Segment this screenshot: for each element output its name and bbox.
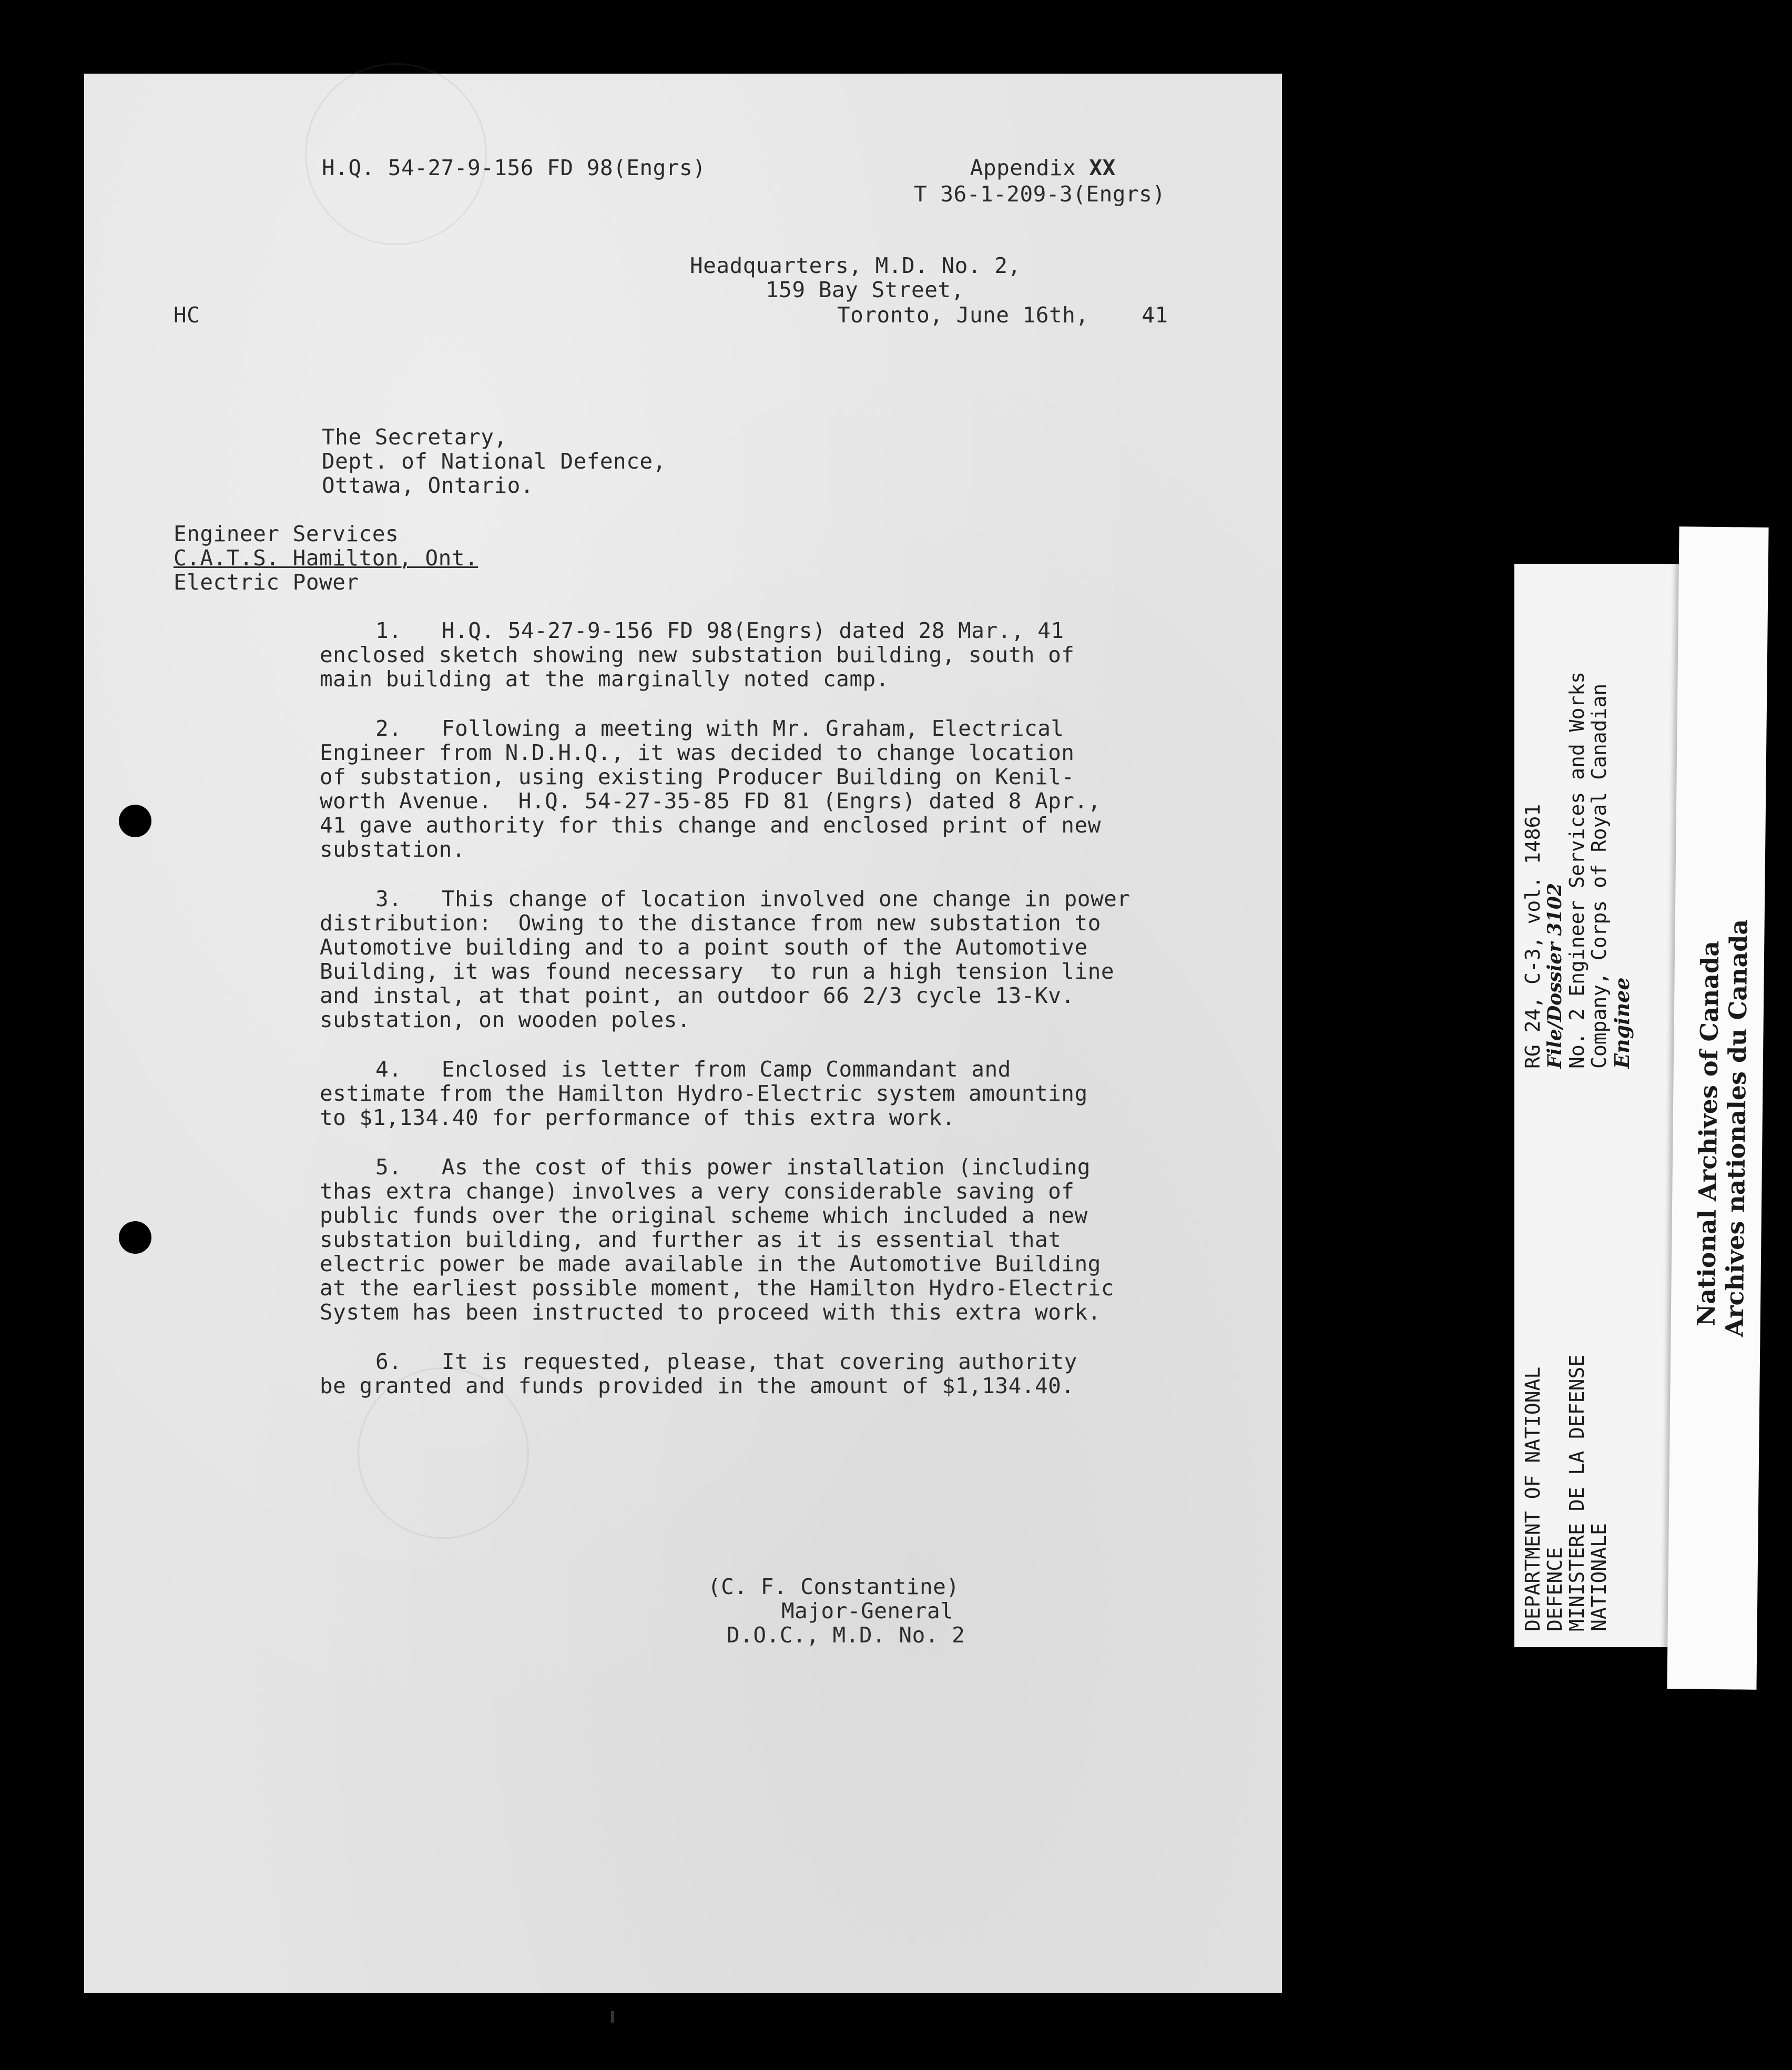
faded-stamp [305,63,487,245]
paragraph-5-line: substation building, and further as it is essential that [320,1227,1062,1252]
paragraph-5-line: public funds over the original scheme which included a new [320,1203,1088,1228]
department-line: DEFENCE [1543,1547,1566,1631]
sender-line: 159 Bay Street, [766,277,964,302]
paragraph-2-line: 2. Following a meeting with Mr. Graham, Electrical [375,716,1064,741]
paragraph-2-line: Engineer from N.D.H.Q., it was decided to change location [320,740,1075,765]
paragraph-2-line: substation. [320,837,466,862]
paragraph-4-line: estimate from the Hamilton Hydro-Electric system amounting [320,1081,1088,1106]
paragraph-2-line: worth Avenue. H.Q. 54-27-35-85 FD 81 (Engrs) dated 8 Apr., [320,788,1101,814]
paragraph-4-line: 4. Enclosed is letter from Camp Commandant and [375,1057,1011,1082]
addressee-line: Dept. of National Defence, [322,449,666,474]
addressee-line: Ottawa, Ontario. [322,473,534,498]
reference-line: No. 2 Engineer Services and Works [1565,672,1589,1069]
sender-line: Headquarters, M.D. No. 2, [690,253,1021,278]
punch-hole [119,805,151,837]
paragraph-5-line: at the earliest possible moment, the Hamilton Hydro-Electric [320,1275,1115,1301]
signature-title: D.O.C., M.D. No. 2 [727,1622,965,1648]
paragraph-5-line: electric power be made available in the Automotive Building [320,1251,1101,1276]
department-line: NATIONALE [1587,1523,1611,1631]
archives-name-english: National Archives of Canada [1692,940,1725,1327]
paragraph-5-line: System has been instructed to proceed with this extra work. [320,1300,1101,1325]
paragraph-3-line: and instal, at that point, an outdoor 66 2/3 cycle 13-Kv. [320,983,1075,1008]
department-line: MINISTERE DE LA DEFENSE [1565,1354,1589,1631]
paragraph-3-line: distribution: Owing to the distance from new substation to [320,910,1101,936]
sender-date-line: Toronto, June 16th, 41 [837,302,1168,328]
handwritten-file-number: File/Dossier 3102 [1544,882,1566,1069]
paragraph-3-line: Building, it was found necessary to run a high tension line [320,959,1115,984]
paragraph-6-line: 6. It is requested, please, that covering authority [375,1349,1077,1374]
paragraph-4-line: to $1,134.40 for performance of this extra work. [320,1105,955,1130]
paragraph-1-line: 1. H.Q. 54-27-9-156 FD 98(Engrs) dated 28 Mar., 41 [375,618,1064,643]
reference-line: RG 24, C-3, vol. 14861 [1521,804,1544,1069]
paragraph-2-line: of substation, using existing Producer Building on Kenil- [320,764,1075,789]
t-reference: T 36-1-209-3(Engrs) [914,181,1166,207]
appendix-number: XX [1089,155,1116,180]
paragraph-1-line: enclosed sketch showing new substation building, south of [320,642,1075,667]
hc-initials: HC [174,302,200,328]
department-line: DEPARTMENT OF NATIONAL [1521,1366,1544,1631]
paragraph-5-line: thas extra change) involves a very considerable saving of [320,1179,1075,1204]
paragraph-3-line: Automotive building and to a point south of the Automotive [320,935,1088,960]
paragraph-1-line: main building at the marginally noted camp. [320,666,889,692]
paragraph-3-line: 3. This change of location involved one change in power [375,886,1131,911]
appendix-label: Appendix [970,155,1076,180]
paragraph-5-line: 5. As the cost of this power installation (including [375,1154,1091,1180]
film-mark [611,2011,614,2023]
document-page [84,74,1282,1993]
signature-name: (C. F. Constantine) [708,1574,960,1599]
subject-line-underlined: C.A.T.S. Hamilton, Ont. [174,545,478,571]
archives-label-slip [1667,526,1768,1690]
punch-hole [119,1221,151,1254]
paragraph-2-line: 41 gave authority for this change and enclosed print of new [320,813,1101,838]
reference-line: Company, Corps of Royal Canadian [1587,683,1611,1069]
file-reference: H.Q. 54-27-9-156 FD 98(Engrs) [322,155,706,180]
paragraph-6-line: be granted and funds provided in the amount of $1,134.40. [320,1373,1075,1398]
signature-rank: Major-General [781,1598,954,1623]
archives-name-french: Archives nationales du Canada [1720,919,1753,1337]
addressee-line: The Secretary, [322,424,507,450]
archive-reference-slip [1514,564,1693,1647]
subject-line: Electric Power [174,570,359,595]
subject-line: Engineer Services [174,521,399,546]
paragraph-3-line: substation, on wooden poles. [320,1007,691,1032]
handwritten-engineer: Enginee [1610,977,1634,1069]
